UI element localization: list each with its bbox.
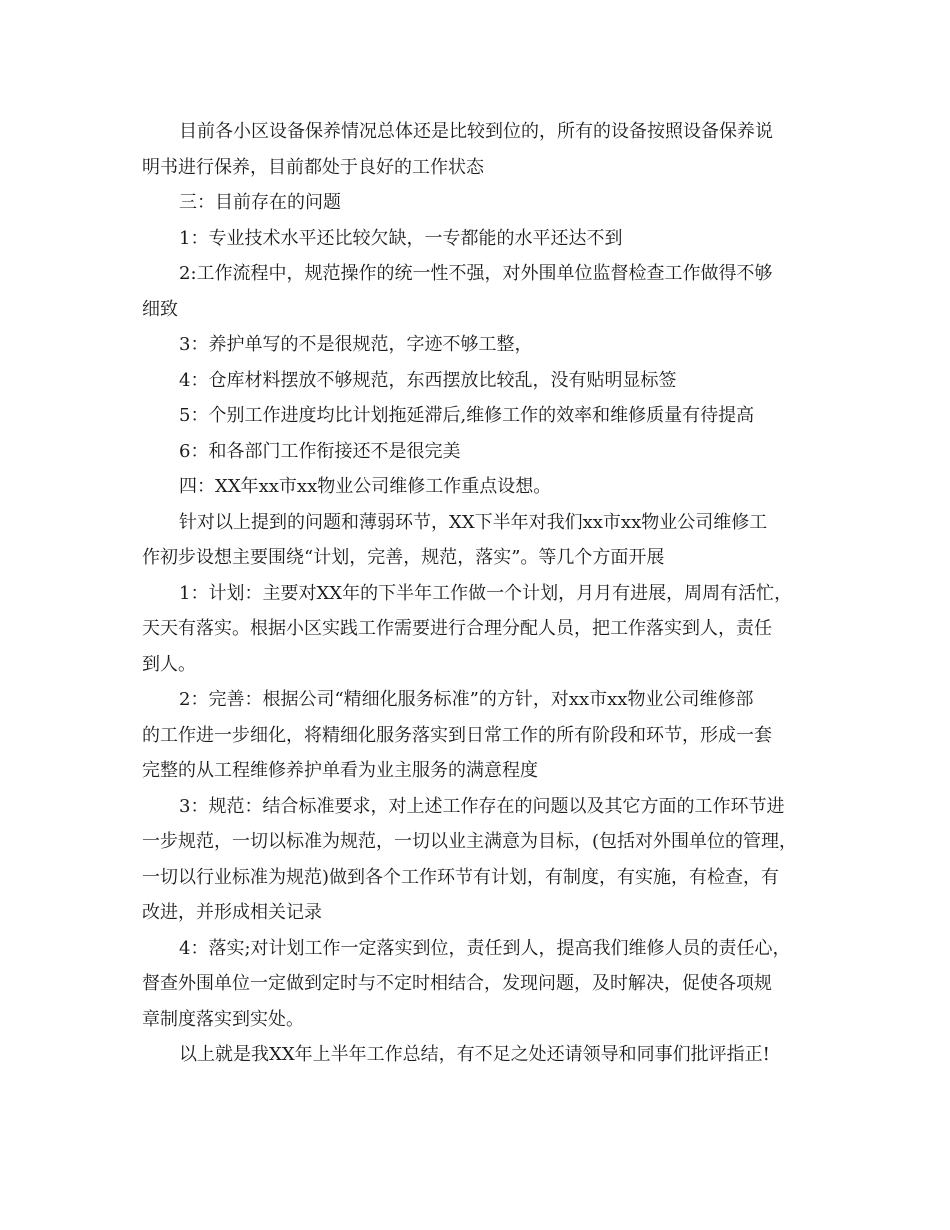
text-line: 1：计划：主要对XX年的下半年工作做一个计划，月月有进展，周周有活忙， <box>179 582 793 604</box>
text-line: 章制度落实到实处。 <box>142 1008 304 1030</box>
text-line: 3：养护单写的不是很规范，字迹不够工整， <box>179 334 533 355</box>
text-line: 明书进行保养，目前都处于良好的工作状态 <box>142 156 484 178</box>
text-line: 4：仓库材料摆放不够规范，东西摆放比较乱，没有贴明显标签 <box>179 369 677 391</box>
text-line: 2:工作流程中，规范操作的统一性不强，对外围单位监督检查工作做得不够 <box>179 263 773 284</box>
text-line: 改进，并形成相关记录 <box>142 902 322 923</box>
text-line: 天天有落实。根据小区实践工作需要进行合理分配人员，把工作落实到人，责任 <box>142 618 772 639</box>
text-line: 完整的从工程维修养护单看为业主服务的满意程度 <box>142 760 538 781</box>
document-body <box>142 114 818 1073</box>
text-line: 四：XX年xx市xx物业公司维修工作重点设想。 <box>179 476 552 497</box>
text-line: 督查外围单位一定做到定时与不定时相结合，发现问题，及时解决，促使各项规 <box>142 973 772 994</box>
text-line: 三：目前存在的问题 <box>179 192 341 213</box>
text-line: 针对以上提到的问题和薄弱环节，XX下半年对我们xx市xx物业公司维修工 <box>179 511 768 533</box>
text-line: 到人。 <box>142 653 196 675</box>
text-line: 目前各小区设备保养情况总体还是比较到位的，所有的设备按照设备保养说 <box>179 121 773 142</box>
text-line: 6：和各部门工作衔接还不是很完美 <box>179 440 461 462</box>
text-line: 细致 <box>142 298 178 320</box>
text-line: 的工作进一步细化，将精细化服务落实到日常工作的所有阶段和环节，形成一套 <box>142 724 772 746</box>
text-line: 2：完善：根据公司“精细化服务标准”的方针，对xx市xx物业公司维修部 <box>179 689 754 710</box>
text-line: 一切以行业标准为规范)做到各个工作环节有计划，有制度，有实施，有检查，有 <box>142 866 780 888</box>
text-line: 1：专业技术水平还比较欠缺，一专都能的水平还达不到 <box>179 227 623 249</box>
text-line: 以上就是我XX年上半年工作总结，有不足之处还请领导和同事们批评指正! <box>179 1044 770 1065</box>
text-line: 5：个别工作进度均比计划拖延滞后,维修工作的效率和维修质量有待提高 <box>179 405 755 426</box>
text-line: 一步规范，一切以标准为规范，一切以业主满意为目标，(包括对外围单位的管理， <box>142 831 798 852</box>
text-line: 3：规范：结合标准要求，对上述工作存在的问题以及其它方面的工作环节进 <box>179 795 785 817</box>
text-line: 4：落实;对计划工作一定落实到位，责任到人，提高我们维修人员的责任心， <box>179 937 791 959</box>
text-line: 作初步设想主要围绕“计划，完善，规范，落实”。等几个方面开展 <box>142 547 665 568</box>
